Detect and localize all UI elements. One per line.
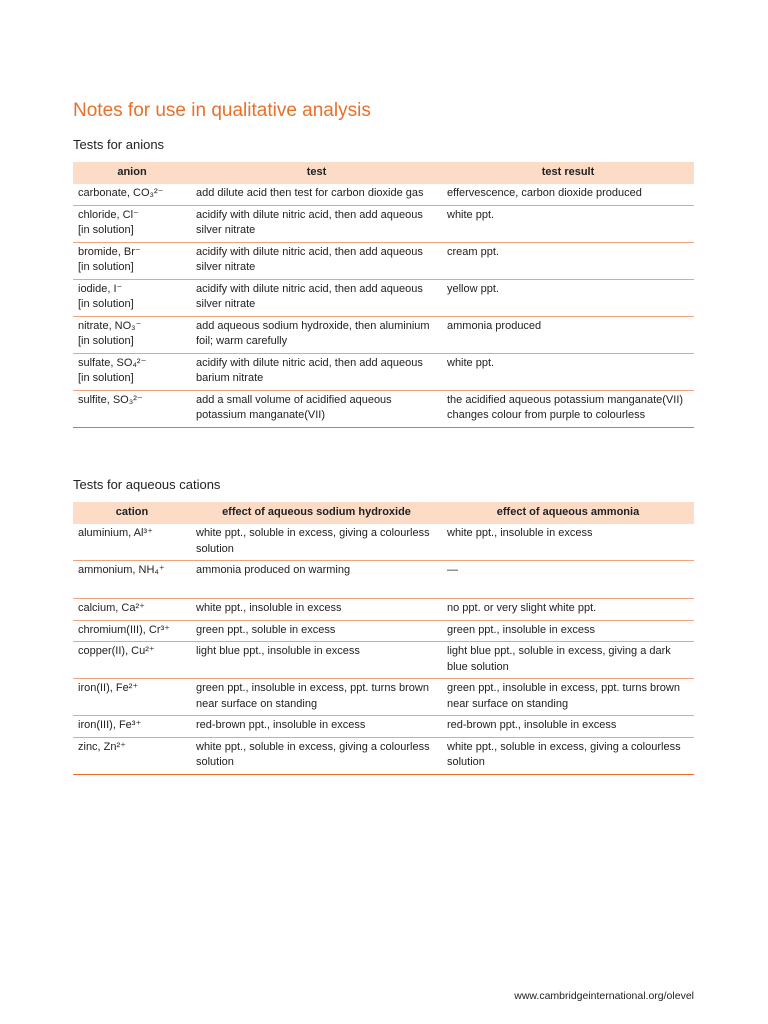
anion-note: [in solution]	[78, 224, 134, 236]
cation-name: aluminium, Al³⁺	[78, 527, 153, 539]
anion-result: ammonia produced	[447, 319, 542, 332]
anion-row	[73, 205, 694, 242]
cation-naoh-effect: white ppt., soluble in excess, giving a colourless solution	[196, 527, 430, 555]
anion-test: acidify with dilute nitric acid, then add aqueous silver nitrate	[196, 245, 423, 273]
cation-row	[73, 737, 694, 774]
nh3-column-header: effect of aqueous ammonia	[442, 502, 694, 524]
cation-row	[73, 679, 694, 716]
anion-column-header: anion	[73, 162, 191, 184]
cation-name: chromium(III), Cr³⁺	[78, 623, 170, 636]
anions-table-body	[73, 184, 694, 427]
anion-test: add dilute acid then test for carbon dioxide gas	[196, 187, 424, 199]
cation-nh3-effect: —	[447, 564, 458, 576]
anion-test: add a small volume of acidified aqueous potassium manganate(VII)	[196, 393, 392, 421]
anion-test: acidify with dilute nitric acid, then add aqueous silver nitrate	[196, 282, 423, 310]
cation-row	[73, 642, 694, 679]
cation-name: iron(III), Fe³⁺	[78, 719, 142, 731]
anion-name: bromide, Br⁻	[78, 245, 141, 258]
anion-test: acidify with dilute nitric acid, then add aqueous barium nitrate	[196, 356, 423, 384]
anion-note: [in solution]	[78, 298, 134, 310]
cation-nh3-effect: light blue ppt., soluble in excess, giving a dark blue solution	[447, 645, 671, 673]
anion-row	[73, 279, 694, 316]
cation-row	[73, 716, 694, 738]
cation-name: copper(II), Cu²⁺	[78, 645, 155, 657]
test-result-column-header: test result	[442, 162, 694, 184]
cation-name: calcium, Ca²⁺	[78, 602, 145, 614]
cation-row	[73, 561, 694, 599]
anion-test: acidify with dilute nitric acid, then add aqueous silver nitrate	[196, 208, 423, 236]
cations-table	[73, 502, 694, 775]
footer-url: www.cambridgeinternational.org/olevel	[514, 990, 694, 1002]
page-title: Notes for use in qualitative analysis	[73, 100, 371, 121]
cation-nh3-effect: green ppt., insoluble in excess, ppt. turns brown near surface on standing	[447, 682, 680, 710]
cation-name: zinc, Zn²⁺	[78, 740, 126, 753]
anion-result: effervescence, carbon dioxide produced	[447, 187, 642, 199]
anion-note: [in solution]	[78, 261, 134, 273]
anion-result: white ppt.	[447, 208, 495, 221]
cation-name: iron(II), Fe²⁺	[78, 682, 139, 694]
cation-name: ammonium, NH₄⁺	[78, 564, 165, 576]
cation-row	[73, 599, 694, 621]
cation-naoh-effect: ammonia produced on warming	[196, 564, 351, 576]
cation-nh3-effect: green ppt., insoluble in excess	[447, 623, 595, 636]
cation-naoh-effect: red-brown ppt., insoluble in excess	[196, 719, 366, 731]
anion-row	[73, 390, 694, 427]
cation-nh3-effect: white ppt., insoluble in excess	[447, 527, 593, 539]
anion-result: yellow ppt.	[447, 282, 499, 295]
anion-name: sulfite, SO₃²⁻	[78, 393, 143, 406]
cation-nh3-effect: red-brown ppt., insoluble in excess	[447, 719, 617, 731]
cation-column-header: cation	[73, 502, 191, 524]
cation-nh3-effect: no ppt. or very slight white ppt.	[447, 602, 597, 614]
anion-row	[73, 184, 694, 205]
anion-name: carbonate, CO₃²⁻	[78, 187, 164, 199]
anions-table	[73, 162, 694, 428]
test-column-header: test	[191, 162, 442, 184]
cation-naoh-effect: white ppt., soluble in excess, giving a colourless solution	[196, 740, 430, 768]
cation-nh3-effect: white ppt., soluble in excess, giving a colourless solution	[447, 740, 681, 768]
cation-naoh-effect: green ppt., insoluble in excess, ppt. turns brown near surface on standing	[196, 682, 429, 710]
anion-name: sulfate, SO₄²⁻	[78, 356, 147, 369]
cation-naoh-effect: white ppt., insoluble in excess	[196, 602, 342, 614]
anion-name: iodide, I⁻	[78, 282, 123, 295]
anion-note: [in solution]	[78, 372, 134, 384]
cations-table-body	[73, 524, 694, 774]
cation-naoh-effect: green ppt., soluble in excess	[196, 623, 336, 636]
cations-header-row	[73, 502, 694, 524]
naoh-column-header: effect of aqueous sodium hydroxide	[191, 502, 442, 524]
anion-name: nitrate, NO₃⁻	[78, 319, 142, 332]
anion-note: [in solution]	[78, 335, 134, 347]
anion-row	[73, 242, 694, 279]
anion-name: chloride, Cl⁻	[78, 208, 139, 221]
cations-heading: Tests for aqueous cations	[73, 477, 221, 492]
cation-naoh-effect: light blue ppt., insoluble in excess	[196, 645, 360, 657]
anion-row	[73, 353, 694, 390]
anions-heading: Tests for anions	[73, 137, 165, 152]
anion-row	[73, 316, 694, 353]
cation-row	[73, 620, 694, 642]
anion-test: add aqueous sodium hydroxide, then aluminium foil; warm carefully	[196, 319, 430, 347]
anions-header-row	[73, 162, 694, 184]
anion-result: cream ppt.	[447, 245, 499, 258]
cation-row	[73, 524, 694, 561]
anion-result: the acidified aqueous potassium manganate(VII) changes colour from purple to colourless	[447, 393, 684, 421]
anion-result: white ppt.	[447, 356, 495, 369]
